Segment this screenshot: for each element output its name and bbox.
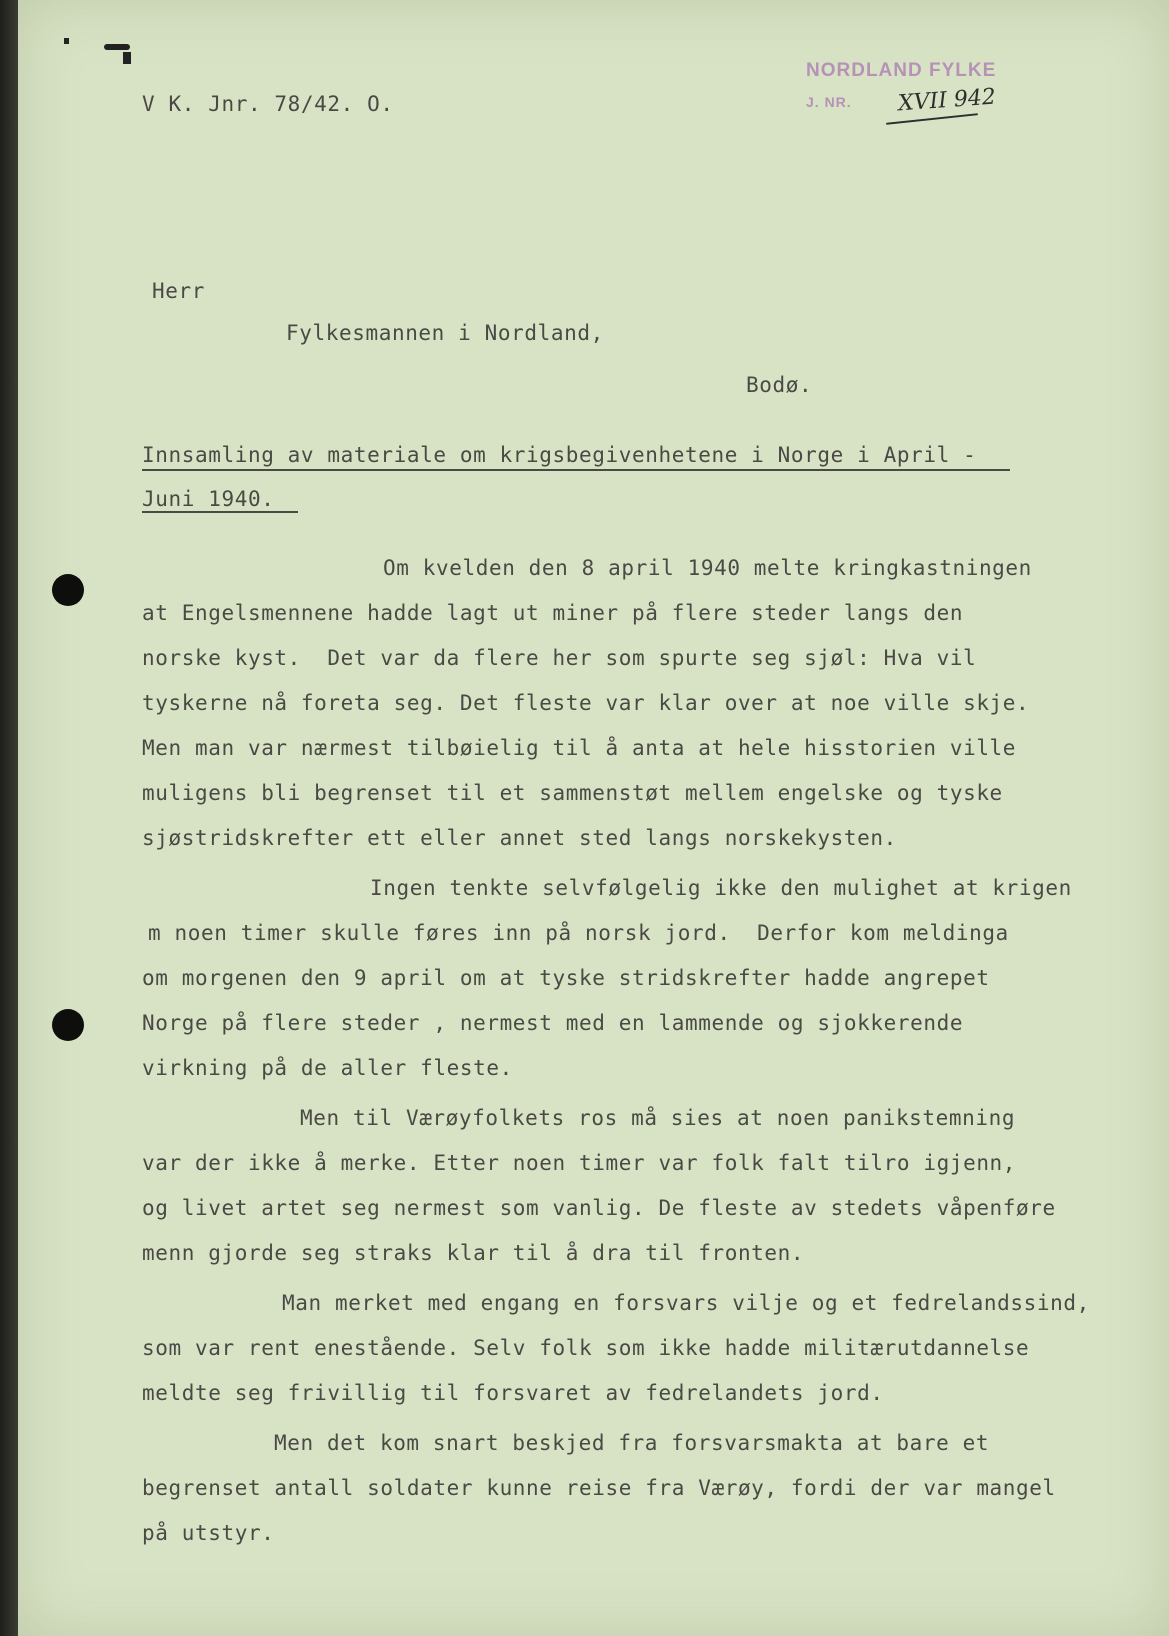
body-line: begrenset antall soldater kunne reise fra Værøy, fordi der var mangel xyxy=(142,1476,1056,1500)
body-line: m noen timer skulle føres inn på norsk jord. Derfor kom meldinga xyxy=(148,921,1009,945)
received-stamp-number-label: J. NR. xyxy=(806,94,852,110)
punch-hole xyxy=(52,1009,84,1041)
body-line: Man merket med engang en forsvars vilje og et fedrelandssind, xyxy=(282,1291,1090,1315)
body-line: virkning på de aller fleste. xyxy=(142,1056,513,1080)
body-line: sjøstridskrefter ett eller annet sted langs norskekysten. xyxy=(142,826,897,850)
subject-underline-2 xyxy=(142,511,298,513)
subject-line-2: Juni 1940. xyxy=(142,487,275,511)
reference-number: V K. Jnr. 78/42. O. xyxy=(142,92,394,116)
body-line: muligens bli begrenset til et sammenstøt mellem engelske og tyske xyxy=(142,781,1003,805)
punch-hole xyxy=(52,574,84,606)
scan-edge xyxy=(0,0,18,1636)
body-line: som var rent enestående. Selv folk som ikke hadde militærutdannelse xyxy=(142,1336,1030,1360)
recipient: Fylkesmannen i Nordland, xyxy=(286,321,604,345)
received-stamp-office: NORDLAND FYLKE xyxy=(806,60,997,81)
body-line: om morgenen den 9 april om at tyske stridskrefter hadde angrepet xyxy=(142,966,990,990)
body-line: tyskerne nå foreta seg. Det fleste var klar over at noe ville skje. xyxy=(142,691,1030,715)
subject-underline-1 xyxy=(142,469,1010,471)
body-line: på utstyr. xyxy=(142,1521,275,1545)
handwritten-stamp-date: XVII 942 xyxy=(897,84,997,117)
body-line: at Engelsmennene hadde lagt ut miner på flere steder langs den xyxy=(142,601,964,625)
body-line: Norge på flere steder , nermest med en lammende og sjokkerende xyxy=(142,1011,964,1035)
body-line: var der ikke å merke. Etter noen timer var folk falt tilro igjenn, xyxy=(142,1151,1017,1175)
ink-speck xyxy=(64,38,69,44)
document-page xyxy=(18,0,1169,1636)
recipient-city: Bodø. xyxy=(746,373,813,397)
body-line: meldte seg frivillig til forsvaret av fedrelandets jord. xyxy=(142,1381,884,1405)
body-line: Ingen tenkte selvfølgelig ikke den mulighet at krigen xyxy=(370,876,1072,900)
body-line: norske kyst. Det var da flere her som spurte seg sjøl: Hva vil xyxy=(142,646,977,670)
body-line: og livet artet seg nermest som vanlig. De fleste av stedets våpenføre xyxy=(142,1196,1056,1220)
ink-speck xyxy=(123,52,131,64)
body-line: Om kvelden den 8 april 1940 melte kringkastningen xyxy=(383,556,1032,580)
ink-speck xyxy=(104,44,130,50)
body-line: menn gjorde seg straks klar til å dra til fronten. xyxy=(142,1241,805,1265)
body-line: Men man var nærmest tilbøielig til å anta at hele hisstorien ville xyxy=(142,736,1017,760)
body-line: Men det kom snart beskjed fra forsvarsmakta at bare et xyxy=(274,1431,990,1455)
salutation: Herr xyxy=(152,279,205,303)
body-line: Men til Værøyfolkets ros må sies at noen panikstemning xyxy=(300,1106,1016,1130)
subject-line-1: Innsamling av materiale om krigsbegivenhetene i Norge i April - xyxy=(142,443,977,467)
